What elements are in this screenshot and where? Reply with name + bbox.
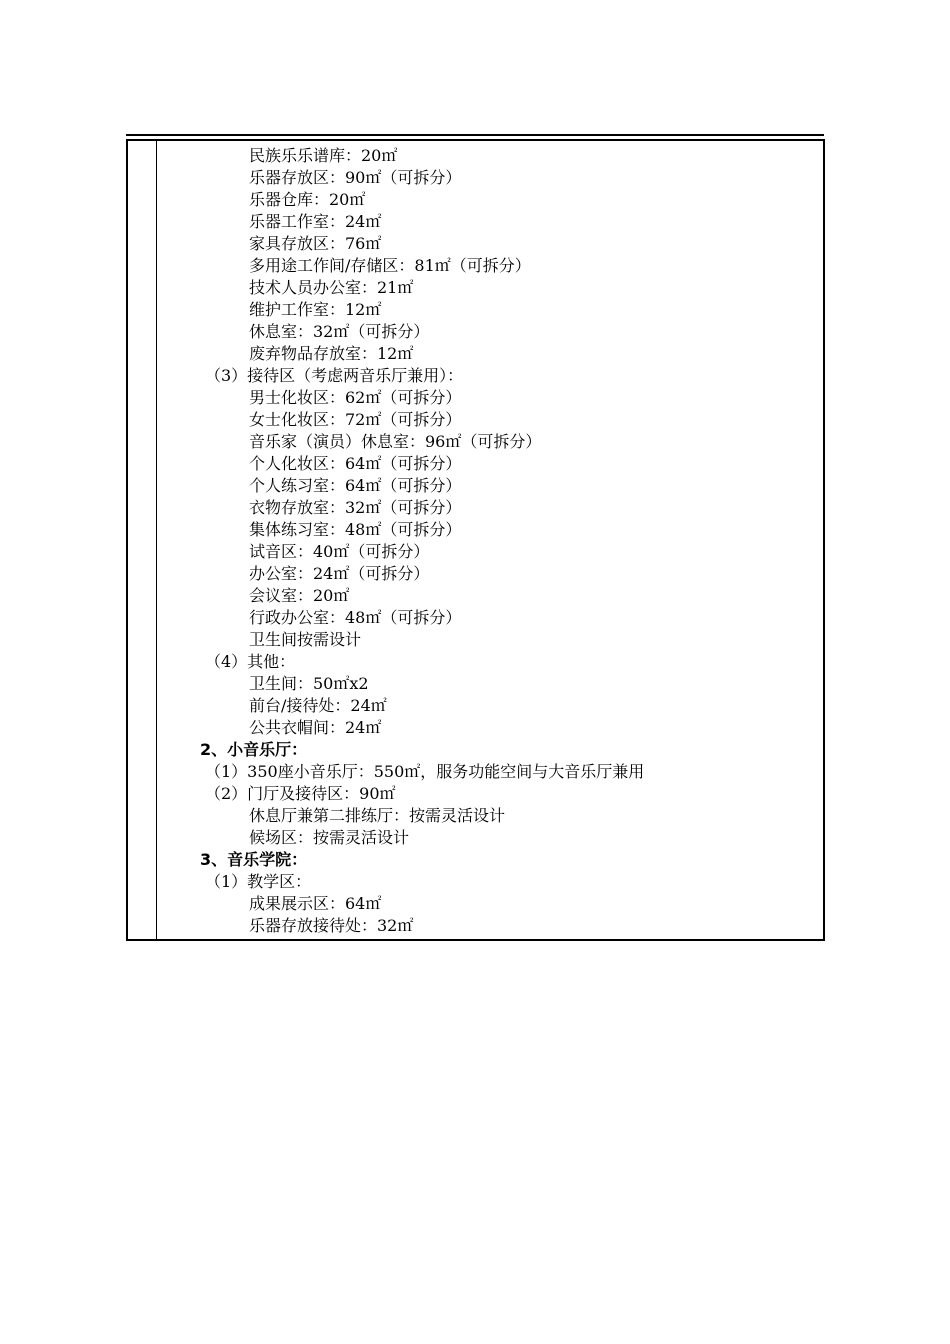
subsection-heading: （2）门厅及接待区：90㎡ <box>205 784 396 803</box>
list-item: 前台/接待处：24㎡ <box>249 696 387 715</box>
list-item: 多用途工作间/存储区：81㎡（可拆分） <box>249 256 531 275</box>
list-item: 维护工作室：12㎡ <box>249 300 382 319</box>
list-item: 乐器存放区：90㎡（可拆分） <box>249 168 462 187</box>
list-item: 休息室：32㎡（可拆分） <box>249 322 430 341</box>
list-item: 休息厅兼第二排练厅：按需灵活设计 <box>249 806 506 825</box>
subsection-heading: （1）教学区： <box>205 872 312 891</box>
list-item: 技术人员办公室：21㎡ <box>249 278 414 297</box>
table-top-rule <box>126 134 824 136</box>
section-heading: 3、音乐学院： <box>200 850 308 869</box>
list-item: 会议室：20㎡ <box>249 586 350 605</box>
list-item: 家具存放区：76㎡ <box>249 234 382 253</box>
list-item: 废弃物品存放室：12㎡ <box>249 344 414 363</box>
list-item: 公共衣帽间：24㎡ <box>249 718 382 737</box>
list-item: 成果展示区：64㎡ <box>249 894 382 913</box>
list-item: 乐器仓库：20㎡ <box>249 190 366 209</box>
list-item: 行政办公室：48㎡（可拆分） <box>249 608 462 627</box>
list-item: 民族乐乐谱库：20㎡ <box>249 146 398 165</box>
section-heading: 2、小音乐厅： <box>200 740 308 759</box>
list-item: 乐器工作室：24㎡ <box>249 212 382 231</box>
list-item: 卫生间按需设计 <box>249 630 362 649</box>
list-item: 音乐家（演员）休息室：96㎡（可拆分） <box>249 432 542 451</box>
list-item: 试音区：40㎡（可拆分） <box>249 542 430 561</box>
list-item: 乐器存放接待处：32㎡ <box>249 916 414 935</box>
list-item: 集体练习室：48㎡（可拆分） <box>249 520 462 539</box>
subsection-heading: （1）350座小音乐厅：550㎡，服务功能空间与大音乐厅兼用 <box>205 762 645 781</box>
subsection-heading: （4）其他： <box>205 652 296 671</box>
list-item: 办公室：24㎡（可拆分） <box>249 564 430 583</box>
list-item: 候场区：按需灵活设计 <box>249 828 410 847</box>
list-item: 男士化妆区：62㎡（可拆分） <box>249 388 462 407</box>
list-item: 个人化妆区：64㎡（可拆分） <box>249 454 462 473</box>
list-item: 卫生间：50㎡x2 <box>249 674 369 693</box>
list-item: 个人练习室：64㎡（可拆分） <box>249 476 462 495</box>
list-item: 女士化妆区：72㎡（可拆分） <box>249 410 462 429</box>
table-column-divider <box>156 139 157 939</box>
list-item: 衣物存放室：32㎡（可拆分） <box>249 498 462 517</box>
subsection-heading: （3）接待区（考虑两音乐厅兼用）： <box>205 366 464 385</box>
